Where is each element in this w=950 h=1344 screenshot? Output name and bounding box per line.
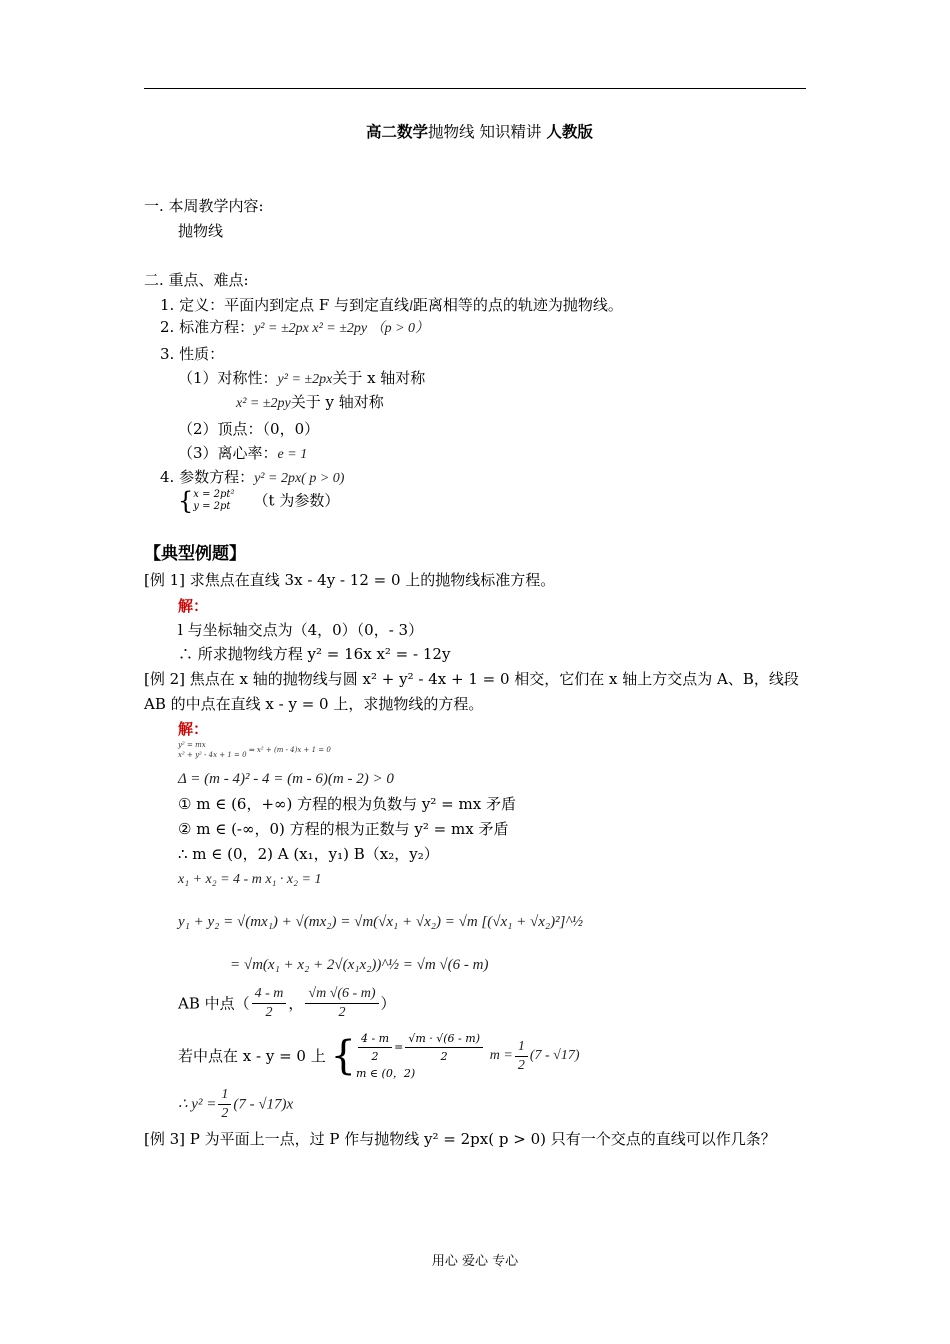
- example-2-vieta: x₁ + x₂ = 4 - m x₁ · x₂ = 1: [178, 872, 322, 887]
- vertex-item: （2）顶点：（0，0）: [178, 420, 320, 438]
- parametric-item: 4. 参数方程：y² = 2px( p > 0): [160, 468, 345, 486]
- example-2-midpoint: AB 中点（ $\frac{4 - m}{2}$ ， $\frac{√m √(6 - m)}{2}$ ）: [178, 986, 396, 1020]
- section-1-topic: 抛物线: [178, 222, 224, 240]
- example-2-on-line: 若中点在 x - y = 0 上 { $\frac{4 - m}{2}$ = $\frac{√m \cdot √(6 - m)}{2}$ m ∈ (0，2) m = $\frac{1}{2}$ (7 - √17): [178, 1032, 580, 1080]
- example-1-question: [例 1] 求焦点在直线 3x - 4y - 12 = 0 上的抛物线标准方程。: [144, 571, 556, 589]
- example-2-case-1: ① m ∈ (6，+∞) 方程的根为负数与 y² = mx 矛盾: [178, 795, 516, 813]
- parametric-system: { x = 2pt² y = 2pt （t 为参数）: [178, 487, 340, 515]
- standard-equation-item: 2. 标准方程：y² = ±2px x² = ±2py （p > 0）: [160, 318, 430, 336]
- solution-label-1: 解：: [178, 597, 209, 615]
- eccentricity-item: （3）离心率：e = 1: [178, 444, 308, 462]
- header-rule: [144, 88, 806, 89]
- example-2-question-line-2: AB 的中点在直线 x - y = 0 上，求抛物线的方程。: [144, 695, 484, 713]
- solution-label-2: 解：: [178, 720, 209, 738]
- page-footer: 用心 爱心 专心: [431, 1254, 519, 1269]
- example-2-discriminant: Δ = (m - 4)² - 4 = (m - 6)(m - 2) > 0: [178, 771, 394, 787]
- symmetry-y: x² = ±2py关于 y 轴对称: [236, 393, 384, 411]
- examples-heading: 【典型例题】: [144, 544, 246, 564]
- example-2-question-line-1: [例 2] 焦点在 x 轴的抛物线与圆 x² + y² - 4x + 1 = 0 相交，它们在 x 轴上方交点为 A、B，线段: [144, 670, 799, 688]
- page-title: 高二数学抛物线 知识精讲 人教版: [366, 122, 593, 141]
- example-2-case-2: ② m ∈ (-∞，0) 方程的根为正数与 y² = mx 矛盾: [178, 820, 509, 838]
- example-2-case-3: ∴ m ∈ (0，2) A (x₁，y₁) B（x₂，y₂）: [178, 845, 439, 863]
- definition-item: 1. 定义：平面内到定点 F 与到定直线l距离相等的点的轨迹为抛物线。: [160, 296, 623, 314]
- example-2-sum-y-line-2: = √m(x₁ + x₂ + 2√(x₁x₂))^½ = √m √(6 - m): [230, 957, 489, 973]
- example-1-step-2: ∴ 所求抛物线方程 y² = 16x x² = - 12y: [178, 645, 451, 663]
- section-2-heading: 二. 重点、难点:: [144, 271, 249, 289]
- example-2-final-answer: ∴ y² = $\frac{1}{2}$ (7 - √17)x: [178, 1087, 294, 1121]
- properties-item: 3. 性质：: [160, 345, 225, 363]
- example-2-sum-y-line-1: y₁ + y₂ = √(mx₁) + √(mx₂) = √m(√x₁ + √x₂) = √m [(√x₁ + √x₂)²]^½: [178, 914, 583, 930]
- example-2-system: y² = mx x² + y² - 4x + 1 = 0 ⇒ x² + (m - 4)x + 1 = 0: [178, 741, 331, 759]
- symmetry-x: （1）对称性：y² = ±2px关于 x 轴对称: [178, 369, 426, 387]
- section-1-heading: 一. 本周教学内容:: [144, 197, 264, 215]
- example-3-question: [例 3] P 为平面上一点，过 P 作与抛物线 y² = 2px( p > 0) 只有一个交点的直线可以作几条？: [144, 1130, 776, 1148]
- example-1-step-1: l 与坐标轴交点为（4，0）（0，- 3）: [178, 621, 424, 639]
